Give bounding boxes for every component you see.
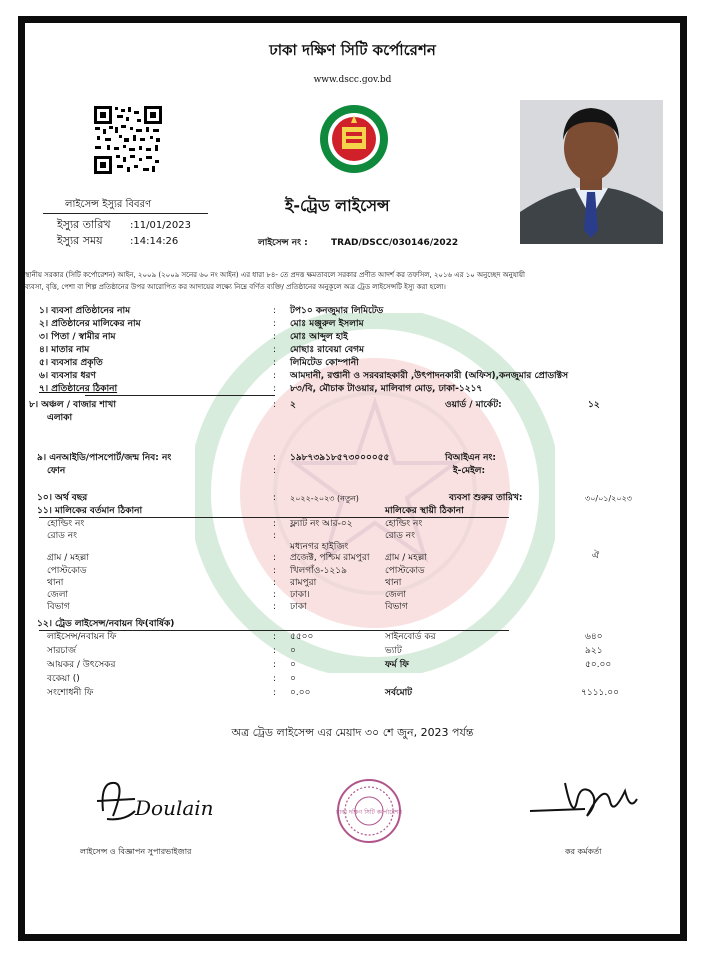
issue-date-label: ইস্যুর তারিখ [57, 218, 111, 231]
postcode-label-permanent: পোস্টকোড [385, 566, 425, 576]
qr-code [93, 105, 163, 175]
colon: : [273, 566, 277, 576]
arrears-value: ০ [290, 674, 296, 684]
thana-value: রামপুরা [290, 578, 317, 588]
vat-label: ভ্যাট [385, 646, 402, 656]
surcharge-label: সারচার্জ [47, 646, 77, 656]
field-label: ৮। অঞ্চল / বাজার শাখা [29, 400, 116, 410]
village-value-permanent: ঐ [592, 551, 600, 561]
field-label: ৯। এনআইডি/পাসপোর্ট/জন্ম নিব: নং [37, 453, 172, 463]
owner-name: মোঃ মঞ্জুরুল ইসলাম [290, 319, 364, 329]
stamp-text: ঢাকা দক্ষিণ সিটি কর্পোরেশন [335, 809, 403, 816]
vat-value: ৯২১ [585, 646, 603, 656]
intro-line-1: স্থানীয় সরকার (সিটি কর্পোরেশন) আইন, ২০০৯ (২০০৯ সনের ৬০ নং আইন) এর ধারা ৮৪- তে প্রদত্ত ক্ষমতাবলে সরকার প্রণীত আদর্শ কর তফসিল, ২০১৬ এর ১০ অনুচ্ছেদ অনুযায়ী [25, 271, 526, 279]
business-nature: লিমিটেড কোম্পানী [290, 358, 359, 368]
postcode-value: খিলগাঁও-১২১৯ [290, 566, 347, 576]
field-label: ৭। প্রতিষ্ঠানের ঠিকানা [39, 384, 118, 394]
area-label: এলাকা [47, 413, 73, 423]
issue-time-value: :14:14:26 [130, 236, 179, 247]
field-label: ১০। অর্থ বছর [37, 493, 88, 503]
thana-label-permanent: থানা [385, 578, 402, 588]
total-value: ৭১১১.০০ [581, 688, 619, 698]
division-label: বিভাগ [47, 602, 70, 612]
ward-label: ওয়ার্ড / মার্কেট: [445, 400, 502, 410]
colon: : [273, 602, 277, 612]
colon: : [273, 578, 277, 588]
ward-value: ১২ [588, 400, 600, 410]
field-label: ৫। ব্যবসার প্রকৃতি [39, 358, 103, 368]
address-header-rule [39, 517, 509, 518]
district-label: জেলা [47, 590, 69, 600]
start-date-label: ব্যবসা শুরুর তারিখ: [449, 493, 523, 503]
correction-fee-value: ০.০০ [290, 688, 311, 698]
dscc-logo [318, 103, 390, 175]
license-fee-label: লাইসেন্স/নবায়ন ফি [47, 632, 117, 642]
intro-line-2: ব্যবসা, বৃত্তি, পেশা বা শিল্প প্রতিষ্ঠানের উপর আরোপিত কর আদায়ের লক্ষ্যে নিম্নে বর্ণিত ব্যক্তি/ প্রতিষ্ঠানের অনুকূলে অত্র ট্রেড লাইসেন্সটি ইস্যু করা হলো। [25, 283, 446, 291]
license-fee-value: ৫৫০০ [290, 632, 314, 642]
colon: : [273, 493, 277, 503]
field-label: ২। প্রতিষ্ঠানের মালিকের নাম [39, 319, 141, 329]
field-label: ৪। মাতার নাম [39, 345, 90, 355]
colon: : [273, 674, 277, 684]
fees-title: ১২। ট্রেড লাইসেন্স/নবায়ন ফি(বার্ষিক) [37, 619, 175, 629]
colon: : [273, 332, 277, 342]
road-label-permanent: রোড নং [385, 531, 415, 541]
income-tax-value: ০ [290, 660, 296, 670]
validity-note: অত্র ট্রেড লাইসেন্স এর মেয়াদ ৩০ শে জুন, 2023 পর্যন্ত [231, 726, 474, 739]
holding-label-permanent: হোল্ডিং নং [385, 519, 423, 529]
issue-section-title: লাইসেন্স ইস্যুর বিবরণ [65, 199, 152, 210]
colon: : [273, 400, 277, 410]
colon: : [273, 519, 277, 529]
father-name: মোঃ আব্দুল হাই [290, 332, 348, 342]
signboard-label: সাইনবোর্ড কর [385, 632, 436, 642]
postcode-label: পোস্টকোড [47, 566, 87, 576]
road-label: রোড নং [47, 531, 77, 541]
nid-value: ১৯৮৭৩৯১৮৫৭৩০০০০৫৫ [290, 453, 390, 463]
district-value: ঢাকা। [290, 590, 310, 600]
supervisor-title: লাইসেন্স ও বিজ্ঞাপন সুপারভাইজার [80, 847, 192, 856]
fiscal-year: ২০২২-২০২৩ (নতুন) [290, 494, 359, 503]
signboard-value: ৬৪০ [585, 632, 603, 642]
colon: : [273, 553, 277, 563]
zone-value: ২ [290, 400, 296, 410]
supervisor-signature [95, 771, 215, 831]
permanent-address-title: মালিকের স্থায়ী ঠিকানা [385, 506, 464, 516]
website-link[interactable]: www.dscc.gov.bd [313, 75, 392, 85]
tax-officer-signature [525, 771, 645, 831]
colon: : [273, 306, 277, 316]
colon: : [273, 384, 277, 394]
license-certificate [18, 16, 687, 941]
business-type: আমদানী, রপ্তানী ও সরবরাহকারী ,উৎপাদনকারী (অফিস),কনজুমার প্রোডাক্টস [290, 371, 569, 381]
address-underline [85, 395, 275, 396]
holding-value: ফ্ল্যাট নং আর-০২ [290, 519, 353, 529]
colon: : [273, 319, 277, 329]
issue-date-value: :11/01/2023 [130, 220, 192, 231]
division-value: ঢাকা [290, 602, 307, 612]
colon: : [273, 632, 277, 642]
field-label: ১। ব্যবসা প্রতিষ্ঠানের নাম [39, 306, 131, 316]
issue-title-rule [43, 213, 208, 214]
email-label: ই-মেইল: [453, 466, 486, 476]
holding-label: হোল্ডিং নং [47, 519, 85, 529]
owner-photo [520, 100, 663, 244]
division-label-permanent: বিভাগ [385, 602, 408, 612]
field-label: ১১। মালিকের বর্তমান ঠিকানা [37, 506, 143, 516]
field-label: ৩। পিতা / স্বামীর নাম [39, 332, 116, 342]
issue-time-label: ইস্যুর সময় [57, 234, 103, 247]
document-title: ই-ট্রেড লাইসেন্স [285, 196, 390, 215]
colon: : [273, 345, 277, 355]
field-label: ৬। ব্যবসার ধরণ [39, 371, 96, 381]
total-label: সর্বমোট [385, 688, 413, 698]
colon: : [273, 453, 277, 463]
arrears-label: বকেয়া () [47, 674, 80, 684]
supervisor-signature-text: Doulain [135, 796, 214, 820]
fees-title-rule [39, 630, 509, 631]
start-date-value: ৩০/০১/২০২৩ [585, 494, 632, 503]
village-label-permanent: গ্রাম / মহল্লা [385, 553, 427, 563]
colon: : [273, 531, 277, 541]
surcharge-value: ০ [290, 646, 296, 656]
org-name: ঢাকা দক্ষিণ সিটি কর্পোরেশন [269, 41, 436, 59]
colon: : [273, 590, 277, 600]
mother-name: মোছাঃ রাবেয়া বেগম [290, 345, 365, 355]
correction-fee-label: সংশোধনী ফি [47, 688, 94, 698]
form-fee-label: ফর্ম ফি [385, 660, 409, 670]
phone-label: ফোন [47, 466, 66, 476]
business-name: টপ১০ কনজুমার লিমিটেড [290, 306, 384, 316]
district-label-permanent: জেলা [385, 590, 407, 600]
colon: : [273, 358, 277, 368]
form-fee-value: ৫০.০০ [585, 660, 612, 670]
license-no-label: লাইসেন্স নং : [258, 238, 308, 248]
business-address: ৮৩/বি, মৌচাক টাওয়ার, মালিবাগ মোড়, ঢাকা-১২১৭ [290, 384, 483, 394]
thana-label: থানা [47, 578, 64, 588]
license-number: TRAD/DSCC/030146/2022 [331, 238, 459, 248]
colon: : [273, 646, 277, 656]
tax-officer-title: কর কর্মকর্তা [565, 847, 602, 856]
income-tax-label: আয়কর / উৎসেকর [47, 660, 116, 670]
colon: : [273, 688, 277, 698]
bin-label: বিআইএন নং: [445, 453, 496, 463]
colon: : [273, 371, 277, 381]
village-value-line2: প্রজেক্ট, পশ্চিম রামপুরা [290, 553, 370, 563]
official-stamp [335, 777, 403, 845]
colon: : [273, 660, 277, 670]
colon: : [273, 466, 277, 476]
village-value-line1: মধ্যনগর হাইজিং [290, 542, 349, 552]
village-label: গ্রাম / মহল্লা [47, 553, 89, 563]
